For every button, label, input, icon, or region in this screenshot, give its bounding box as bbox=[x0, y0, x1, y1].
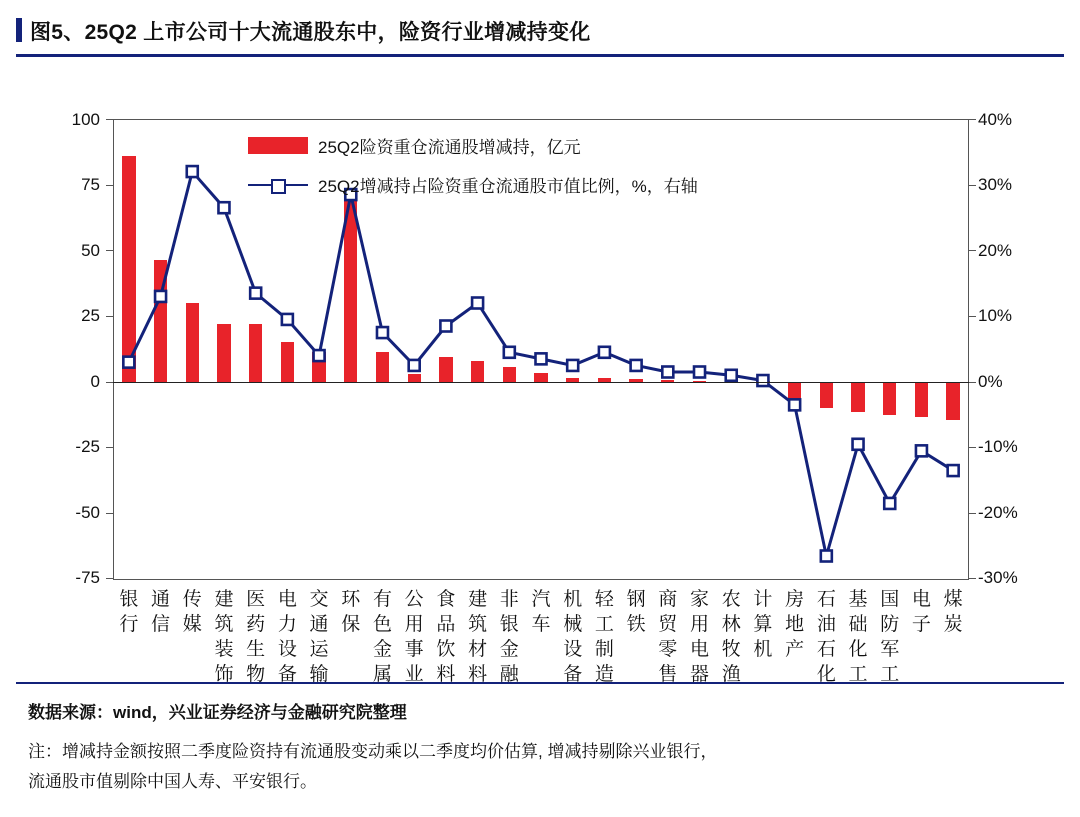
category-char: 金 bbox=[372, 638, 392, 660]
category-label-商贸零售 bbox=[651, 587, 685, 687]
axis-bottom bbox=[113, 579, 969, 580]
line-marker-钢铁 bbox=[631, 360, 642, 371]
category-char: 子 bbox=[911, 613, 931, 635]
y-tick-left-0: 0 bbox=[90, 372, 100, 391]
category-label-计算机 bbox=[746, 587, 780, 662]
line-marker-汽车 bbox=[536, 353, 547, 364]
category-label-机械设备 bbox=[556, 587, 590, 687]
category-label-环保 bbox=[334, 587, 368, 637]
category-char: 林 bbox=[721, 613, 741, 635]
line-marker-传媒 bbox=[187, 166, 198, 177]
tick-right-20 bbox=[969, 250, 976, 251]
category-label-钢铁 bbox=[619, 587, 653, 637]
data-source: 数据来源：wind，兴业证券经济与金融研究院整理 bbox=[28, 703, 407, 722]
category-char: 信 bbox=[151, 613, 171, 635]
category-label-家用电器 bbox=[683, 587, 717, 687]
category-char: 传 bbox=[182, 588, 202, 610]
category-label-医药生物 bbox=[239, 587, 273, 687]
category-char: 筑 bbox=[214, 613, 234, 635]
category-char: 造 bbox=[594, 663, 614, 685]
category-char: 建 bbox=[214, 588, 234, 610]
chart-title-block bbox=[16, 10, 1064, 57]
category-char: 汽 bbox=[531, 588, 551, 610]
line-marker-电力设备 bbox=[282, 314, 293, 325]
title-accent-bar bbox=[16, 18, 22, 42]
category-char: 力 bbox=[277, 613, 297, 635]
line-marker-建筑材料 bbox=[472, 298, 483, 309]
category-char: 品 bbox=[436, 613, 456, 635]
y-tick-right-20: 20% bbox=[978, 241, 1013, 260]
y-tick-left-m75: -75 bbox=[75, 568, 100, 587]
category-char: 媒 bbox=[182, 613, 202, 635]
category-char: 料 bbox=[468, 663, 488, 685]
line-marker-建筑装饰 bbox=[218, 202, 229, 213]
line-marker-医药生物 bbox=[250, 288, 261, 299]
category-char: 械 bbox=[563, 613, 583, 635]
category-label-有色金属 bbox=[365, 587, 399, 687]
line-marker-食品饮料 bbox=[440, 321, 451, 332]
category-char: 事 bbox=[404, 638, 424, 660]
legend-line-swatch bbox=[248, 176, 308, 193]
category-char: 钢 bbox=[626, 588, 646, 610]
category-char: 属 bbox=[372, 663, 392, 685]
category-char: 物 bbox=[246, 663, 266, 685]
category-label-国防军工 bbox=[873, 587, 907, 687]
line-marker-银行 bbox=[123, 357, 134, 368]
tick-right-m20 bbox=[969, 513, 976, 514]
tick-left-m25 bbox=[106, 447, 113, 448]
y-tick-right-0: 0% bbox=[978, 372, 1003, 391]
category-char: 用 bbox=[404, 613, 424, 635]
category-char: 环 bbox=[341, 588, 361, 610]
legend-item-line bbox=[248, 172, 698, 197]
category-char: 基 bbox=[848, 588, 868, 610]
category-char: 银 bbox=[119, 588, 139, 610]
tick-left-0 bbox=[106, 382, 113, 383]
category-char: 础 bbox=[848, 613, 868, 635]
category-char: 机 bbox=[563, 588, 583, 610]
y-tick-left-75: 75 bbox=[81, 175, 100, 194]
category-label-石油石化 bbox=[809, 587, 843, 687]
category-char: 石 bbox=[816, 588, 836, 610]
tick-left-50 bbox=[106, 250, 113, 251]
legend-line-marker bbox=[271, 179, 286, 194]
category-char: 计 bbox=[753, 588, 773, 610]
chart-footer bbox=[16, 682, 1064, 797]
legend-item-bar bbox=[248, 133, 698, 158]
line-marker-家用电器 bbox=[694, 367, 705, 378]
category-char: 设 bbox=[563, 638, 583, 660]
category-char: 油 bbox=[816, 613, 836, 635]
y-tick-left-50: 50 bbox=[81, 241, 100, 260]
tick-right-m10 bbox=[969, 447, 976, 448]
category-char: 交 bbox=[309, 588, 329, 610]
category-char: 业 bbox=[404, 663, 424, 685]
category-label-房地产 bbox=[778, 587, 812, 662]
category-label-汽车 bbox=[524, 587, 558, 637]
line-marker-通信 bbox=[155, 291, 166, 302]
category-char: 农 bbox=[721, 588, 741, 610]
category-char: 化 bbox=[816, 663, 836, 685]
category-char: 化 bbox=[848, 638, 868, 660]
line-marker-公用事业 bbox=[409, 360, 420, 371]
category-label-建筑装饰 bbox=[207, 587, 241, 687]
category-char: 铁 bbox=[626, 613, 646, 635]
category-char: 售 bbox=[658, 663, 678, 685]
y-tick-right-30: 30% bbox=[978, 175, 1013, 194]
category-char: 商 bbox=[658, 588, 678, 610]
category-char: 工 bbox=[594, 613, 614, 635]
category-char: 炭 bbox=[943, 613, 963, 635]
category-label-电力设备 bbox=[270, 587, 304, 687]
category-char: 用 bbox=[690, 613, 710, 635]
category-char: 非 bbox=[499, 588, 519, 610]
category-label-基础化工 bbox=[841, 587, 875, 687]
line-marker-轻工制造 bbox=[599, 347, 610, 358]
line-marker-非银金融 bbox=[504, 347, 515, 358]
category-char: 防 bbox=[880, 613, 900, 635]
tick-right-30 bbox=[969, 185, 976, 186]
category-char: 保 bbox=[341, 613, 361, 635]
category-char: 产 bbox=[785, 638, 805, 660]
category-char: 工 bbox=[848, 663, 868, 685]
tick-left-25 bbox=[106, 316, 113, 317]
category-char: 家 bbox=[690, 588, 710, 610]
line-marker-有色金属 bbox=[377, 327, 388, 338]
category-label-交通运输 bbox=[302, 587, 336, 687]
category-char: 饮 bbox=[436, 638, 456, 660]
category-label-通信 bbox=[144, 587, 178, 637]
tick-right-40 bbox=[969, 119, 976, 120]
category-char: 算 bbox=[753, 613, 773, 635]
line-marker-商贸零售 bbox=[662, 367, 673, 378]
category-char: 工 bbox=[880, 663, 900, 685]
line-marker-交通运输 bbox=[314, 350, 325, 361]
line-marker-机械设备 bbox=[567, 360, 578, 371]
category-char: 银 bbox=[499, 613, 519, 635]
y-tick-left-100: 100 bbox=[71, 110, 100, 129]
line-marker-计算机 bbox=[757, 375, 768, 386]
tick-left-m75 bbox=[106, 578, 113, 579]
category-char: 车 bbox=[531, 613, 551, 635]
category-char: 运 bbox=[309, 638, 329, 660]
y-tick-left-25: 25 bbox=[81, 306, 100, 325]
category-label-轻工制造 bbox=[587, 587, 621, 687]
category-char: 公 bbox=[404, 588, 424, 610]
legend-bar-label: 25Q2险资重仓流通股增减持，亿元 bbox=[318, 138, 581, 157]
category-char: 医 bbox=[246, 588, 266, 610]
tick-right-m30 bbox=[969, 578, 976, 579]
category-char: 饰 bbox=[214, 663, 234, 685]
category-char: 贸 bbox=[658, 613, 678, 635]
category-char: 零 bbox=[658, 638, 678, 660]
category-char: 制 bbox=[594, 638, 614, 660]
category-char: 国 bbox=[880, 588, 900, 610]
category-char: 金 bbox=[499, 638, 519, 660]
y-tick-right-m30: -30% bbox=[978, 568, 1018, 587]
page-title: 图5、25Q2 上市公司十大流通股东中，险资行业增减持变化 bbox=[30, 21, 591, 44]
y-tick-right-m10: -10% bbox=[978, 437, 1018, 456]
y-tick-left-m50: -50 bbox=[75, 503, 100, 522]
category-char: 电 bbox=[277, 588, 297, 610]
category-char: 生 bbox=[246, 638, 266, 660]
category-char: 军 bbox=[880, 638, 900, 660]
category-char: 建 bbox=[468, 588, 488, 610]
y-tick-right-m20: -20% bbox=[978, 503, 1018, 522]
chart-area bbox=[16, 57, 1064, 685]
line-marker-房地产 bbox=[789, 399, 800, 410]
category-char: 融 bbox=[499, 663, 519, 685]
line-marker-电子 bbox=[916, 445, 927, 456]
category-char: 料 bbox=[436, 663, 456, 685]
footnote-line-1: 注：增减持金额按照二季度险资持有流通股变动乘以二季度均价估算, 增减持剔除兴业银行， bbox=[28, 742, 718, 761]
category-char: 备 bbox=[277, 663, 297, 685]
category-label-建筑材料 bbox=[461, 587, 495, 687]
footnote-line-2: 流通股市值剔除中国人寿、平安银行。 bbox=[28, 772, 317, 791]
category-label-银行 bbox=[112, 587, 146, 637]
category-char: 色 bbox=[372, 613, 392, 635]
line-marker-基础化工 bbox=[853, 439, 864, 450]
category-label-煤炭 bbox=[936, 587, 970, 637]
category-label-电子 bbox=[904, 587, 938, 637]
category-char: 设 bbox=[277, 638, 297, 660]
category-char: 器 bbox=[690, 663, 710, 685]
legend-bar-swatch bbox=[248, 137, 308, 154]
chart-page bbox=[0, 10, 1080, 817]
category-char: 石 bbox=[816, 638, 836, 660]
category-char: 有 bbox=[372, 588, 392, 610]
category-label-农林牧渔 bbox=[714, 587, 748, 687]
category-char: 药 bbox=[246, 613, 266, 635]
category-char: 电 bbox=[690, 638, 710, 660]
category-char: 电 bbox=[911, 588, 931, 610]
category-char: 机 bbox=[753, 638, 773, 660]
category-char: 通 bbox=[309, 613, 329, 635]
line-marker-煤炭 bbox=[948, 465, 959, 476]
tick-right-10 bbox=[969, 316, 976, 317]
category-char: 筑 bbox=[468, 613, 488, 635]
category-label-非银金融 bbox=[492, 587, 526, 687]
category-char: 材 bbox=[468, 638, 488, 660]
tick-left-100 bbox=[106, 119, 113, 120]
y-tick-right-10: 10% bbox=[978, 306, 1013, 325]
line-marker-国防军工 bbox=[884, 498, 895, 509]
category-char: 装 bbox=[214, 638, 234, 660]
category-char: 备 bbox=[563, 663, 583, 685]
category-char: 行 bbox=[119, 613, 139, 635]
y-tick-left-m25: -25 bbox=[75, 437, 100, 456]
category-char: 地 bbox=[785, 613, 805, 635]
category-label-食品饮料 bbox=[429, 587, 463, 687]
category-char: 输 bbox=[309, 663, 329, 685]
y-tick-right-40: 40% bbox=[978, 110, 1013, 129]
tick-left-75 bbox=[106, 185, 113, 186]
zero-baseline bbox=[113, 382, 969, 383]
category-label-公用事业 bbox=[397, 587, 431, 687]
category-char: 渔 bbox=[721, 663, 741, 685]
line-marker-农林牧渔 bbox=[726, 370, 737, 381]
category-label-传媒 bbox=[175, 587, 209, 637]
tick-left-m50 bbox=[106, 513, 113, 514]
category-char: 轻 bbox=[594, 588, 614, 610]
chart-legend bbox=[248, 133, 698, 211]
line-marker-石油石化 bbox=[821, 551, 832, 562]
category-char: 通 bbox=[151, 588, 171, 610]
tick-right-0 bbox=[969, 382, 976, 383]
category-char: 煤 bbox=[943, 588, 963, 610]
category-char: 房 bbox=[785, 588, 805, 610]
category-char: 食 bbox=[436, 588, 456, 610]
category-char: 牧 bbox=[721, 638, 741, 660]
legend-line-label: 25Q2增减持占险资重仓流通股市值比例，%，右轴 bbox=[318, 177, 698, 196]
